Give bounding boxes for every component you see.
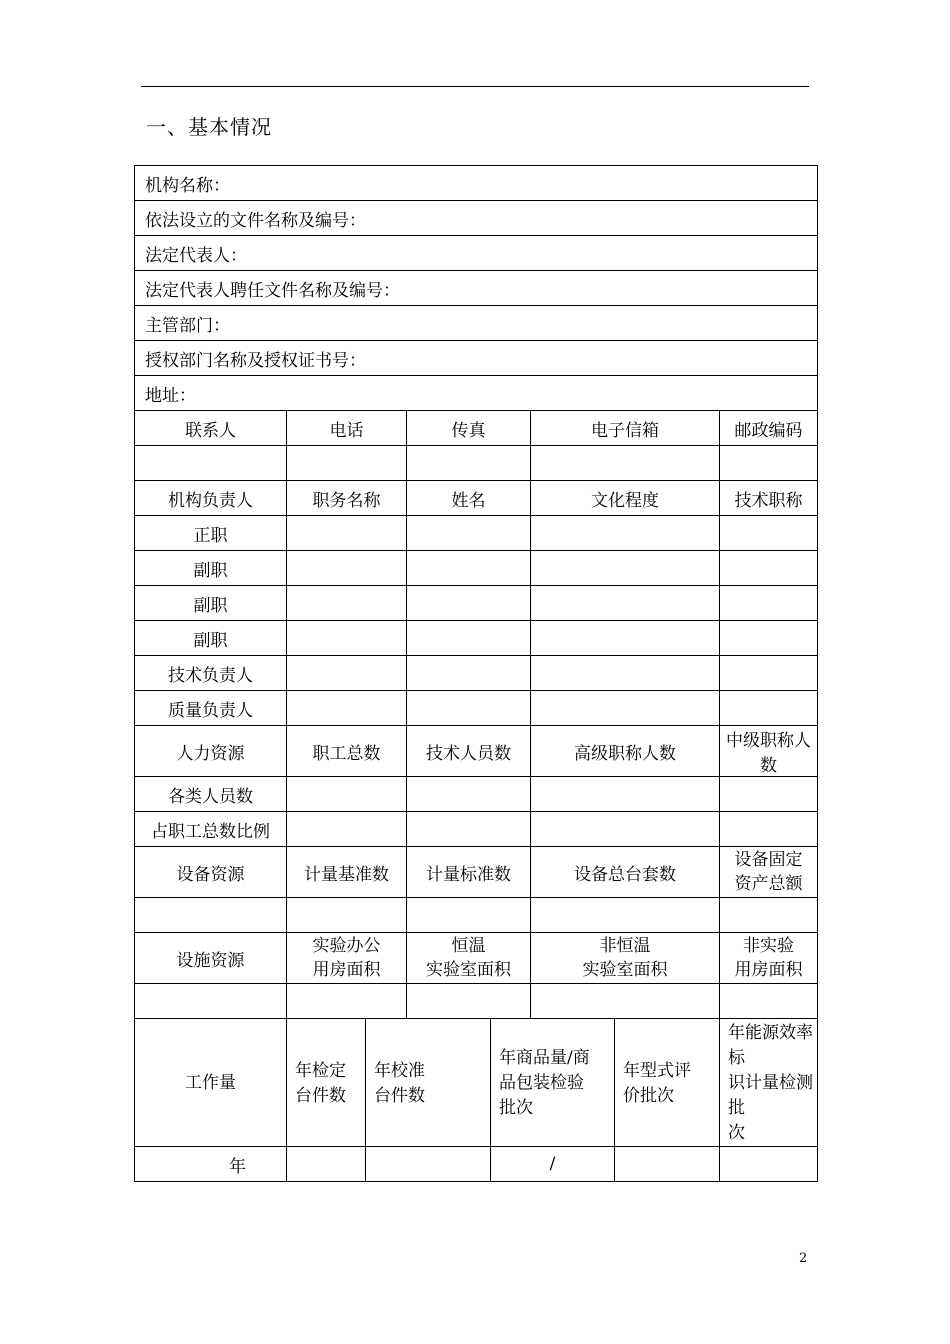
hr-cell[interactable]	[287, 777, 407, 812]
leader-cell[interactable]	[531, 621, 720, 656]
leader-cell[interactable]	[407, 656, 531, 691]
equipment-cell[interactable]	[287, 898, 407, 933]
leader-cell[interactable]	[407, 691, 531, 726]
leader-cell[interactable]	[407, 516, 531, 551]
leader-cell[interactable]	[287, 516, 407, 551]
workload-header-line: 年检定	[295, 1060, 346, 1081]
contact-header-phone: 电话	[287, 411, 407, 446]
page-number: 2	[799, 1251, 808, 1266]
facility-header-line: 用房面积	[734, 960, 803, 980]
contact-cell[interactable]	[720, 446, 818, 481]
equipment-header-fixed-assets	[720, 847, 818, 898]
workload-year-label: 年	[135, 1147, 287, 1182]
leader-header-head: 机构负责人	[135, 481, 287, 516]
contact-header-person: 联系人	[135, 411, 287, 446]
contact-header-email: 电子信箱	[531, 411, 720, 446]
hr-cell[interactable]	[720, 812, 818, 847]
leader-cell[interactable]	[287, 656, 407, 691]
leader-cell[interactable]	[407, 551, 531, 586]
leader-cell[interactable]	[287, 551, 407, 586]
workload-header-line: 价批次	[623, 1085, 674, 1106]
equipment-cell[interactable]	[531, 898, 720, 933]
contact-cell[interactable]	[531, 446, 720, 481]
workload-header-line: 年校准	[374, 1060, 425, 1081]
equipment-header-std: 计量标准数	[407, 847, 531, 898]
hr-cell[interactable]	[531, 777, 720, 812]
workload-header-line: 年商品量/商	[499, 1048, 590, 1068]
contact-cell[interactable]	[135, 446, 287, 481]
workload-header-line: 批次	[499, 1098, 533, 1118]
workload-header-line: 次	[728, 1123, 745, 1143]
info-row-authorization: 授权部门名称及授权证书号：	[135, 341, 818, 376]
info-row-legal-rep: 法定代表人：	[135, 236, 818, 271]
workload-header-calibration	[366, 1019, 491, 1147]
facility-header-line: 实验办公	[312, 936, 381, 956]
info-row-authority: 主管部门：	[135, 306, 818, 341]
leader-row-label: 副职	[135, 551, 287, 586]
workload-cell[interactable]	[287, 1147, 366, 1182]
facility-header-line: 恒温	[451, 936, 486, 956]
leader-row-label: 技术负责人	[135, 656, 287, 691]
leader-cell[interactable]	[720, 621, 818, 656]
workload-cell[interactable]	[720, 1147, 818, 1182]
workload-slash: /	[491, 1147, 615, 1182]
leader-cell[interactable]	[287, 621, 407, 656]
hr-cell[interactable]	[720, 777, 818, 812]
hr-label: 人力资源	[135, 726, 287, 777]
equipment-header-line: 设备固定	[734, 850, 803, 870]
section-heading: 一、基本情况	[146, 115, 272, 139]
facility-cell[interactable]	[407, 984, 531, 1019]
leader-header-tech-title: 技术职称	[720, 481, 818, 516]
leader-header-education: 文化程度	[531, 481, 720, 516]
leader-cell[interactable]	[407, 586, 531, 621]
leader-cell[interactable]	[720, 516, 818, 551]
facility-cell[interactable]	[287, 984, 407, 1019]
info-row-address: 地址：	[135, 376, 818, 411]
workload-header-line: 品包装检验	[499, 1073, 584, 1093]
leader-cell[interactable]	[531, 691, 720, 726]
leader-header-title: 职务名称	[287, 481, 407, 516]
leader-cell[interactable]	[720, 586, 818, 621]
workload-header-line: 识计量检测批	[728, 1073, 813, 1118]
facility-header-line: 实验室面积	[582, 960, 668, 980]
hr-header-total-staff: 职工总数	[287, 726, 407, 777]
info-row-appointment-doc: 法定代表人聘任文件名称及编号：	[135, 271, 818, 306]
workload-cell[interactable]	[366, 1147, 491, 1182]
info-row-legal-doc: 依法设立的文件名称及编号：	[135, 201, 818, 236]
contact-cell[interactable]	[287, 446, 407, 481]
workload-header-goods-inspection	[491, 1019, 615, 1147]
facility-header-line: 非实验	[743, 936, 794, 956]
contact-header-postcode: 邮政编码	[720, 411, 818, 446]
leader-cell[interactable]	[531, 656, 720, 691]
equipment-cell[interactable]	[407, 898, 531, 933]
hr-cell[interactable]	[407, 777, 531, 812]
equipment-header-total-sets: 设备总台套数	[531, 847, 720, 898]
workload-header-energy-label	[720, 1019, 818, 1147]
leader-cell[interactable]	[407, 621, 531, 656]
leader-row-label: 副职	[135, 586, 287, 621]
header-rule	[141, 86, 809, 87]
hr-header-tech-staff: 技术人员数	[407, 726, 531, 777]
equipment-header-primary-std: 计量基准数	[287, 847, 407, 898]
hr-row-label: 各类人员数	[135, 777, 287, 812]
workload-cell[interactable]	[615, 1147, 720, 1182]
contact-cell[interactable]	[407, 446, 531, 481]
facility-label: 设施资源	[135, 933, 287, 984]
facility-header-line: 实验室面积	[426, 960, 511, 980]
workload-header-line: 台件数	[295, 1085, 346, 1106]
leader-row-label: 正职	[135, 516, 287, 551]
leader-cell[interactable]	[287, 691, 407, 726]
facility-cell[interactable]	[531, 984, 720, 1019]
facility-header	[407, 933, 531, 984]
workload-header-line: 年能源效率标	[728, 1023, 813, 1068]
leader-cell[interactable]	[531, 586, 720, 621]
facility-cell[interactable]	[135, 984, 287, 1019]
hr-row-label: 占职工总数比例	[135, 812, 287, 847]
equipment-label: 设备资源	[135, 847, 287, 898]
leader-cell[interactable]	[287, 586, 407, 621]
leader-cell[interactable]	[531, 516, 720, 551]
workload-header-verification	[287, 1019, 366, 1147]
info-row-org-name: 机构名称：	[135, 166, 818, 201]
workload-header-line: 年型式评	[623, 1060, 691, 1081]
hr-header-senior: 高级职称人数	[531, 726, 720, 777]
hr-header-intermediate: 中级职称人数	[720, 726, 818, 777]
leader-cell[interactable]	[720, 551, 818, 586]
hr-cell[interactable]	[287, 812, 407, 847]
contact-header-fax: 传真	[407, 411, 531, 446]
facility-header	[720, 933, 818, 984]
leader-header-name: 姓名	[407, 481, 531, 516]
facility-header	[287, 933, 407, 984]
facility-header-line: 非恒温	[599, 936, 651, 956]
basic-info-table	[134, 165, 818, 1182]
equipment-cell[interactable]	[135, 898, 287, 933]
hr-cell[interactable]	[531, 812, 720, 847]
leader-cell[interactable]	[531, 551, 720, 586]
workload-header-line: 台件数	[374, 1085, 425, 1106]
facility-cell[interactable]	[720, 984, 818, 1019]
leader-cell[interactable]	[720, 656, 818, 691]
leader-cell[interactable]	[720, 691, 818, 726]
facility-header-line: 用房面积	[312, 960, 381, 980]
workload-label: 工作量	[135, 1019, 287, 1147]
equipment-cell[interactable]	[720, 898, 818, 933]
leader-row-label: 质量负责人	[135, 691, 287, 726]
leader-row-label: 副职	[135, 621, 287, 656]
facility-header	[531, 933, 720, 984]
hr-cell[interactable]	[407, 812, 531, 847]
equipment-header-line: 资产总额	[734, 874, 803, 894]
workload-header-type-eval	[615, 1019, 720, 1147]
